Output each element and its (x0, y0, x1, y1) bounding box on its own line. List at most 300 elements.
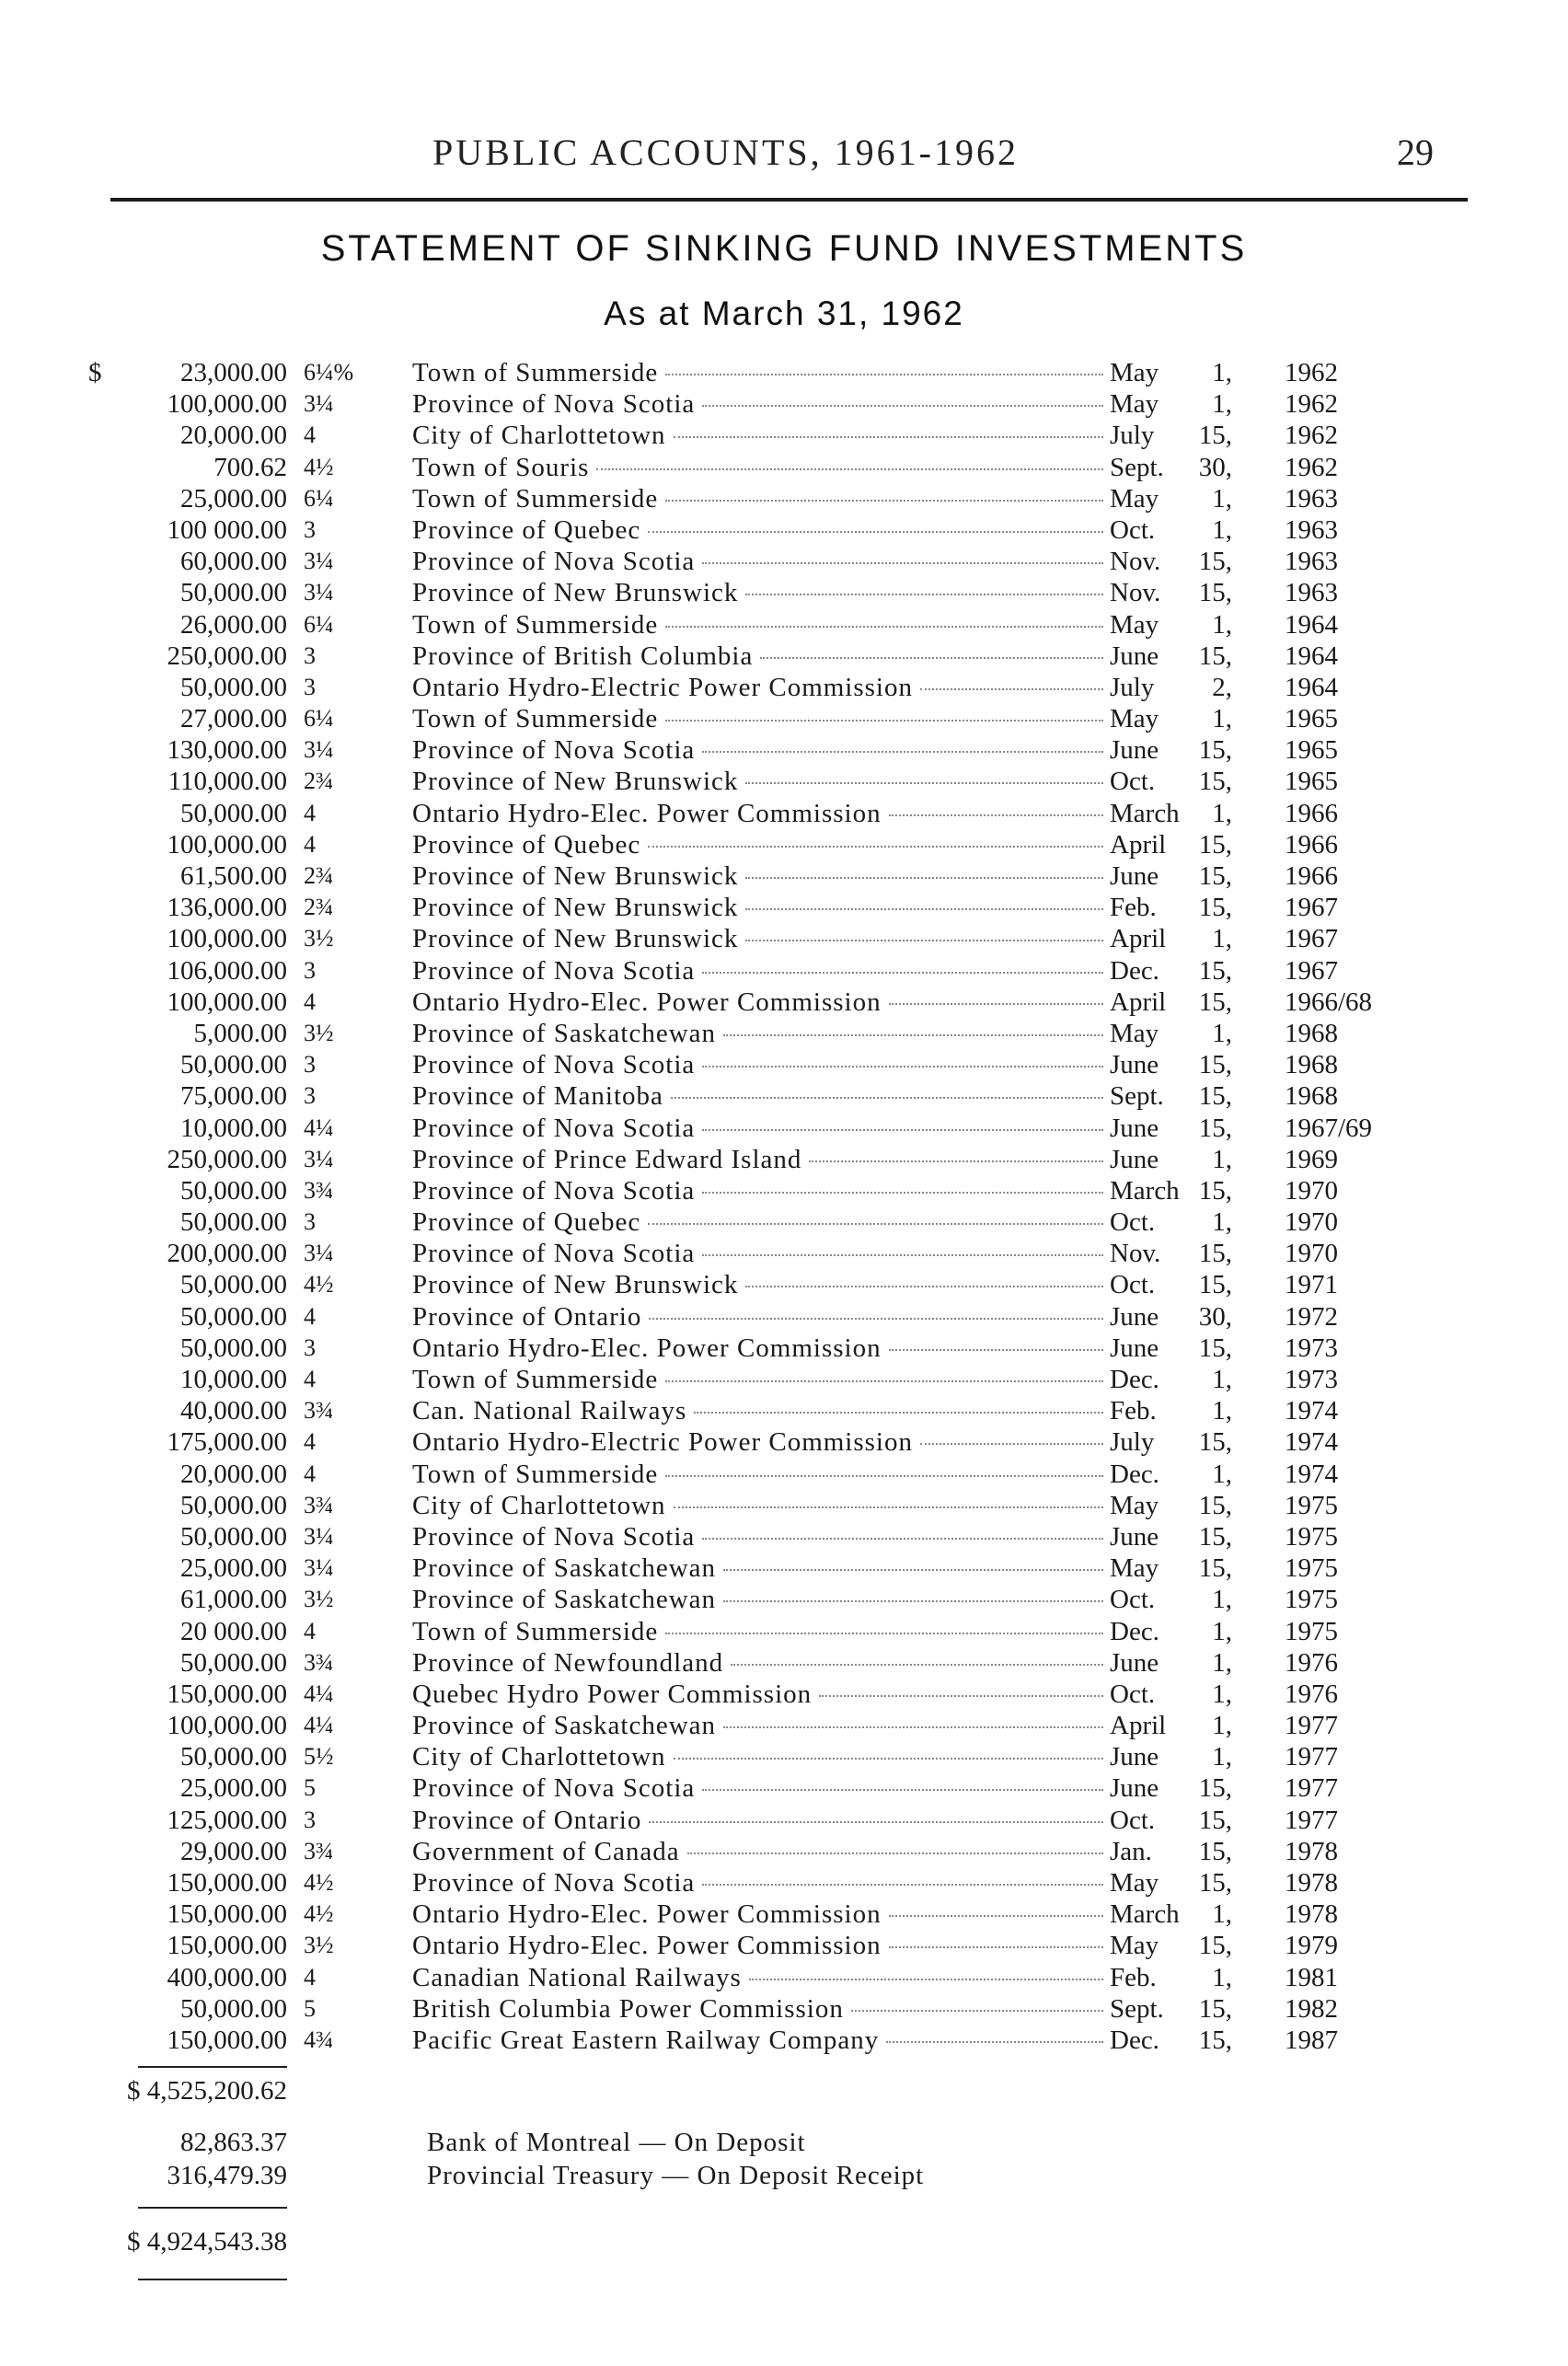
dot-leader (723, 1600, 1103, 1602)
total-rule-bottom (138, 2279, 287, 2280)
maturity-day: 15, (1198, 767, 1232, 797)
amount: 20,000.00 (180, 421, 287, 451)
amount: 50,000.00 (180, 578, 287, 608)
investment-row (0, 1679, 1568, 1710)
maturity-day: 1, (1212, 1711, 1232, 1741)
amount: 100 000.00 (167, 514, 287, 545)
maturity-year: 1975 (1285, 1585, 1338, 1615)
maturity-day: 15, (1198, 861, 1232, 891)
amount: 60,000.00 (180, 547, 287, 577)
deposit-label: Provincial Treasury — On Deposit Receipt (427, 2161, 925, 2190)
interest-rate: 3¼ (304, 736, 334, 764)
amount: 250,000.00 (167, 641, 287, 671)
investment-row (0, 1772, 1568, 1804)
interest-rate: 3 (304, 1208, 316, 1236)
maturity-day: 1, (1212, 609, 1232, 640)
issuer (412, 1993, 1107, 2025)
maturity-year: 1962 (1285, 389, 1338, 420)
issuer-name: Province of New Brunswick (412, 1270, 739, 1300)
maturity-day: 15, (1198, 1805, 1232, 1835)
dot-leader (702, 405, 1103, 407)
maturity-day: 15, (1198, 1081, 1232, 1112)
maturity-year: 1975 (1285, 1553, 1338, 1584)
maturity-year: 1967 (1285, 955, 1338, 986)
dot-leader (702, 751, 1103, 753)
investment-row (0, 1269, 1568, 1300)
dot-leader (702, 1884, 1103, 1886)
dot-leader (760, 657, 1103, 659)
issuer-name: Province of Nova Scotia (412, 547, 696, 577)
maturity-year: 1964 (1285, 609, 1338, 640)
dot-leader (745, 940, 1103, 941)
interest-rate: 3 (304, 956, 316, 984)
maturity-month: Jan. (1110, 1836, 1152, 1866)
statement-title: STATEMENT OF SINKING FUND INVESTMENTS (320, 228, 1248, 269)
dollar-sign: $ (88, 358, 102, 387)
maturity-day: 15, (1198, 1050, 1232, 1080)
maturity-day: 15, (1198, 1931, 1232, 1961)
issuer-name: Pacific Great Eastern Railway Company (412, 2025, 880, 2055)
dot-leader (671, 1097, 1103, 1099)
maturity-day: 15, (1198, 1836, 1232, 1866)
maturity-month: Oct. (1110, 514, 1156, 545)
investment-row (0, 798, 1568, 829)
maturity-month: Dec. (1110, 1365, 1159, 1394)
maturity-month: May (1110, 609, 1159, 640)
dot-leader (694, 1412, 1103, 1414)
issuer-name: Ontario Hydro-Electric Power Commission (412, 672, 913, 702)
maturity-month: Dec. (1110, 955, 1159, 986)
investment-row (0, 703, 1568, 734)
investment-row (0, 1741, 1568, 1772)
dot-leader (702, 1538, 1103, 1540)
interest-rate: 3¼ (304, 1522, 334, 1550)
subtotal-row (0, 2074, 1568, 2107)
maturity-year: 1979 (1285, 1931, 1338, 1961)
issuer (412, 734, 1107, 766)
issuer-name: Province of Nova Scotia (412, 1050, 696, 1080)
issuer (412, 1772, 1107, 1804)
dot-leader (665, 626, 1103, 628)
issuer (412, 357, 1107, 388)
interest-rate: 2¾ (304, 862, 334, 889)
issuer (412, 1080, 1107, 1112)
investment-row (0, 1426, 1568, 1458)
issuer (412, 1647, 1107, 1679)
issuer (412, 1049, 1107, 1080)
issuer (412, 892, 1107, 923)
amount: 150,000.00 (167, 1679, 287, 1709)
maturity-year: 1969 (1285, 1144, 1338, 1174)
issuer (412, 1521, 1107, 1552)
dot-leader (745, 594, 1103, 595)
issuer-name: Province of Ontario (412, 1301, 642, 1332)
investment-row (0, 1805, 1568, 1836)
investment-row (0, 483, 1568, 514)
investment-row (0, 672, 1568, 703)
issuer (412, 1710, 1107, 1741)
investment-row (0, 357, 1568, 388)
maturity-month: Sept. (1110, 1993, 1164, 2024)
investment-row (0, 546, 1568, 577)
issuer (412, 1269, 1107, 1300)
amount: 136,000.00 (167, 893, 287, 923)
investment-row (0, 1018, 1568, 1049)
issuer-name: Province of Saskatchewan (412, 1018, 717, 1048)
issuer-name: Province of Nova Scotia (412, 955, 696, 986)
maturity-year: 1967 (1285, 924, 1338, 954)
issuer (412, 1144, 1107, 1175)
issuer-name: Ontario Hydro-Elec. Power Commission (412, 1333, 882, 1363)
amount: 150,000.00 (167, 2025, 287, 2055)
investment-row (0, 1867, 1568, 1899)
investment-row (0, 1899, 1568, 1930)
amount: 250,000.00 (167, 1144, 287, 1174)
maturity-year: 1974 (1285, 1459, 1338, 1489)
issuer-name: Ontario Hydro-Elec. Power Commission (412, 1931, 882, 1961)
maturity-day: 15, (1198, 1521, 1232, 1552)
amount: 110,000.00 (167, 767, 287, 797)
dot-leader (889, 1946, 1103, 1948)
maturity-month: June (1110, 1742, 1159, 1772)
dot-leader (702, 1066, 1103, 1068)
interest-rate: 3¼ (304, 1554, 334, 1582)
dot-leader (889, 1349, 1103, 1351)
maturity-month: June (1110, 1113, 1159, 1143)
interest-rate: 4 (304, 1963, 316, 1991)
amount: 25,000.00 (180, 1553, 287, 1584)
deposit-row (0, 2126, 1568, 2159)
maturity-month: June (1110, 1773, 1159, 1804)
amount: 29,000.00 (180, 1836, 287, 1866)
interest-rate: 3¼ (304, 548, 334, 575)
interest-rate: 6¼ (304, 705, 334, 733)
maturity-day: 1, (1212, 1962, 1232, 1992)
amount: 27,000.00 (180, 704, 287, 734)
issuer-name: Town of Souris (412, 452, 590, 482)
issuer (412, 577, 1107, 608)
maturity-day: 1, (1212, 924, 1232, 954)
page-header (0, 131, 1568, 186)
maturity-month: June (1110, 1521, 1159, 1552)
dot-leader (889, 1915, 1103, 1917)
dot-leader (648, 846, 1103, 848)
maturity-day: 1, (1212, 798, 1232, 828)
amount: 23,000.00 (180, 358, 287, 387)
amount: 200,000.00 (167, 1239, 287, 1269)
issuer (412, 1301, 1107, 1333)
interest-rate: 3¼ (304, 1145, 334, 1172)
dot-leader (665, 500, 1103, 502)
maturity-month: Oct. (1110, 1679, 1156, 1709)
dot-leader (745, 1286, 1103, 1287)
issuer-name: Quebec Hydro Power Commission (412, 1679, 813, 1709)
interest-rate: 5½ (304, 1743, 334, 1771)
issuer-name: Town of Summerside (412, 1616, 659, 1646)
maturity-year: 1965 (1285, 704, 1338, 734)
maturity-year: 1987 (1285, 2025, 1338, 2055)
issuer (412, 798, 1107, 829)
issuer-name: Province of Quebec (412, 829, 641, 860)
dot-leader (851, 2010, 1103, 2012)
maturity-year: 1966 (1285, 798, 1338, 828)
dot-leader (649, 1318, 1103, 1320)
investment-row (0, 2025, 1568, 2056)
amount: 700.62 (213, 452, 287, 482)
amount: 50,000.00 (180, 1050, 287, 1080)
issuer-name: Province of New Brunswick (412, 861, 739, 891)
issuer (412, 1364, 1107, 1395)
maturity-month: Nov. (1110, 1239, 1161, 1269)
issuer-name: Province of Saskatchewan (412, 1553, 717, 1584)
amount: 25,000.00 (180, 1773, 287, 1804)
dot-leader (889, 1003, 1103, 1005)
issuer (412, 2025, 1107, 2056)
interest-rate: 3 (304, 1333, 316, 1361)
maturity-year: 1963 (1285, 483, 1338, 514)
issuer (412, 1395, 1107, 1426)
maturity-month: July (1110, 672, 1155, 702)
amount: 5,000.00 (193, 1018, 287, 1048)
issuer-name: Ontario Hydro-Electric Power Commission (412, 1427, 913, 1458)
maturity-month: Oct. (1110, 1207, 1156, 1238)
interest-rate: 4½ (304, 1869, 334, 1896)
issuer-name: Ontario Hydro-Elec. Power Commission (412, 1899, 882, 1930)
investment-row (0, 829, 1568, 860)
dot-leader (665, 374, 1103, 375)
investment-row (0, 1710, 1568, 1741)
amount: 50,000.00 (180, 798, 287, 828)
maturity-day: 15, (1198, 578, 1232, 608)
interest-rate: 4¼ (304, 1114, 334, 1141)
investment-row (0, 388, 1568, 420)
issuer-name: Ontario Hydro-Elec. Power Commission (412, 798, 882, 828)
interest-rate: 4¼ (304, 1679, 334, 1707)
amount: 50,000.00 (180, 1993, 287, 2024)
amount: 100,000.00 (167, 829, 287, 860)
issuer-name: Province of Quebec (412, 514, 641, 545)
issuer-name: Province of Newfoundland (412, 1647, 724, 1678)
maturity-year: 1966/68 (1285, 987, 1373, 1017)
issuer (412, 829, 1107, 860)
dot-leader (723, 1034, 1103, 1036)
issuer (412, 1962, 1107, 1993)
maturity-year: 1981 (1285, 1962, 1338, 1992)
issuer (412, 514, 1107, 546)
interest-rate: 3½ (304, 1586, 334, 1613)
issuer-name: Province of Nova Scotia (412, 1175, 696, 1206)
maturity-day: 15, (1198, 2025, 1232, 2055)
interest-rate: 4 (304, 1366, 316, 1392)
amount: 20 000.00 (180, 1616, 287, 1646)
dot-leader (745, 877, 1103, 879)
investment-row (0, 1552, 1568, 1584)
dot-leader (665, 1475, 1103, 1477)
dot-leader (649, 1821, 1103, 1823)
issuer (412, 388, 1107, 420)
issuer-name: Town of Summerside (412, 609, 659, 640)
amount: 50,000.00 (180, 1301, 287, 1332)
dot-leader (889, 814, 1103, 816)
maturity-year: 1962 (1285, 452, 1338, 482)
investment-row (0, 514, 1568, 546)
dot-leader (920, 1443, 1103, 1445)
maturity-day: 1, (1212, 1144, 1232, 1174)
interest-rate: 4¾ (304, 2026, 334, 2053)
maturity-day: 15, (1198, 641, 1232, 671)
maturity-day: 1, (1212, 1585, 1232, 1615)
interest-rate: 3 (304, 673, 316, 700)
maturity-year: 1963 (1285, 547, 1338, 577)
amount: 50,000.00 (180, 1490, 287, 1520)
amount: 50,000.00 (180, 1175, 287, 1206)
investment-row (0, 923, 1568, 954)
maturity-day: 1, (1212, 483, 1232, 514)
maturity-month: May (1110, 1553, 1159, 1584)
maturity-day: 15, (1198, 1490, 1232, 1520)
maturity-day: 15, (1198, 1427, 1232, 1458)
maturity-month: June (1110, 861, 1159, 891)
amount: 50,000.00 (180, 1647, 287, 1678)
dot-leader (596, 468, 1103, 470)
maturity-year: 1962 (1285, 421, 1338, 451)
issuer (412, 860, 1107, 892)
maturity-day: 1, (1212, 1679, 1232, 1709)
maturity-day: 30, (1198, 452, 1232, 482)
maturity-day: 15, (1198, 829, 1232, 860)
issuer (412, 1899, 1107, 1930)
maturity-day: 1, (1212, 389, 1232, 420)
investment-row (0, 1395, 1568, 1426)
interest-rate: 4 (304, 1302, 316, 1330)
maturity-year: 1967/69 (1285, 1113, 1373, 1143)
interest-rate: 3¼ (304, 390, 334, 418)
maturity-day: 1, (1212, 514, 1232, 545)
maturity-month: Oct. (1110, 1585, 1156, 1615)
maturity-month: Feb. (1110, 893, 1157, 923)
maturity-month: July (1110, 1427, 1155, 1458)
maturity-year: 1976 (1285, 1647, 1338, 1678)
dot-leader (745, 908, 1103, 910)
maturity-month: March (1110, 798, 1180, 828)
issuer (412, 1679, 1107, 1710)
amount: 50,000.00 (180, 1742, 287, 1772)
issuer-name: Province of Nova Scotia (412, 1868, 696, 1898)
maturity-day: 1, (1212, 358, 1232, 387)
issuer-name: Province of Ontario (412, 1805, 642, 1835)
investment-row (0, 420, 1568, 451)
maturity-year: 1968 (1285, 1081, 1338, 1112)
dot-leader (687, 1852, 1103, 1854)
maturity-month: May (1110, 1931, 1159, 1961)
dot-leader (723, 1726, 1103, 1728)
investment-row (0, 1364, 1568, 1395)
interest-rate: 4¼ (304, 1712, 334, 1739)
investment-row (0, 1930, 1568, 1961)
issuer-name: Province of Prince Edward Island (412, 1144, 802, 1174)
issuer-name: Ontario Hydro-Elec. Power Commission (412, 987, 882, 1017)
maturity-month: Feb. (1110, 1962, 1157, 1992)
deposit-amount: 316,479.39 (167, 2161, 287, 2190)
maturity-month: March (1110, 1175, 1180, 1206)
amount: 61,000.00 (180, 1585, 287, 1615)
maturity-day: 15, (1198, 1333, 1232, 1363)
dot-leader (665, 1633, 1103, 1634)
maturity-year: 1967 (1285, 893, 1338, 923)
issuer-name: Province of Saskatchewan (412, 1585, 717, 1615)
dot-leader (674, 1758, 1103, 1760)
investment-row (0, 860, 1568, 892)
issuer (412, 1113, 1107, 1144)
issuer (412, 1616, 1107, 1647)
dot-leader (665, 720, 1103, 721)
maturity-month: May (1110, 1868, 1159, 1898)
investment-row (0, 1333, 1568, 1364)
issuer (412, 1805, 1107, 1836)
issuer-name: Town of Summerside (412, 1365, 659, 1394)
maturity-year: 1978 (1285, 1868, 1338, 1898)
investment-row (0, 1647, 1568, 1679)
issuer-name: Province of Quebec (412, 1207, 641, 1238)
issuer-name: Government of Canada (412, 1836, 680, 1866)
investment-row (0, 987, 1568, 1018)
dot-leader (819, 1695, 1103, 1697)
issuer (412, 1867, 1107, 1899)
maturity-month: April (1110, 987, 1167, 1017)
maturity-year: 1976 (1285, 1679, 1338, 1709)
interest-rate: 3¾ (304, 1648, 334, 1676)
interest-rate: 6¼% (304, 359, 354, 386)
interest-rate: 4½ (304, 453, 334, 480)
interest-rate: 4 (304, 799, 316, 826)
maturity-month: Nov. (1110, 547, 1161, 577)
maturity-day: 1, (1212, 1647, 1232, 1678)
maturity-day: 30, (1198, 1301, 1232, 1332)
interest-rate: 3½ (304, 925, 334, 952)
investments-table (0, 357, 1568, 2056)
maturity-day: 1, (1212, 704, 1232, 734)
maturity-day: 15, (1198, 1175, 1232, 1206)
issuer-name: Province of Nova Scotia (412, 389, 696, 420)
maturity-month: Dec. (1110, 1459, 1159, 1489)
maturity-day: 15, (1198, 1868, 1232, 1898)
maturity-day: 1, (1212, 1459, 1232, 1489)
interest-rate: 6¼ (304, 610, 334, 638)
dot-leader (745, 782, 1103, 784)
interest-rate: 3 (304, 515, 316, 543)
amount: 130,000.00 (167, 735, 287, 766)
issuer-name: Town of Summerside (412, 358, 659, 387)
maturity-month: Feb. (1110, 1396, 1157, 1426)
maturity-year: 1970 (1285, 1239, 1338, 1269)
maturity-month: June (1110, 1301, 1159, 1332)
maturity-month: Dec. (1110, 2025, 1159, 2055)
maturity-year: 1963 (1285, 514, 1338, 545)
interest-rate: 4 (304, 1428, 316, 1456)
investment-row (0, 1175, 1568, 1206)
amount: 10,000.00 (180, 1113, 287, 1143)
amount: 100,000.00 (167, 924, 287, 954)
investment-row (0, 641, 1568, 672)
issuer (412, 1930, 1107, 1961)
dot-leader (749, 1979, 1103, 1980)
maturity-day: 15, (1198, 1993, 1232, 2024)
maturity-month: June (1110, 735, 1159, 766)
maturity-year: 1968 (1285, 1050, 1338, 1080)
dot-leader (723, 1569, 1103, 1571)
maturity-year: 1977 (1285, 1711, 1338, 1741)
dot-leader (702, 1789, 1103, 1791)
